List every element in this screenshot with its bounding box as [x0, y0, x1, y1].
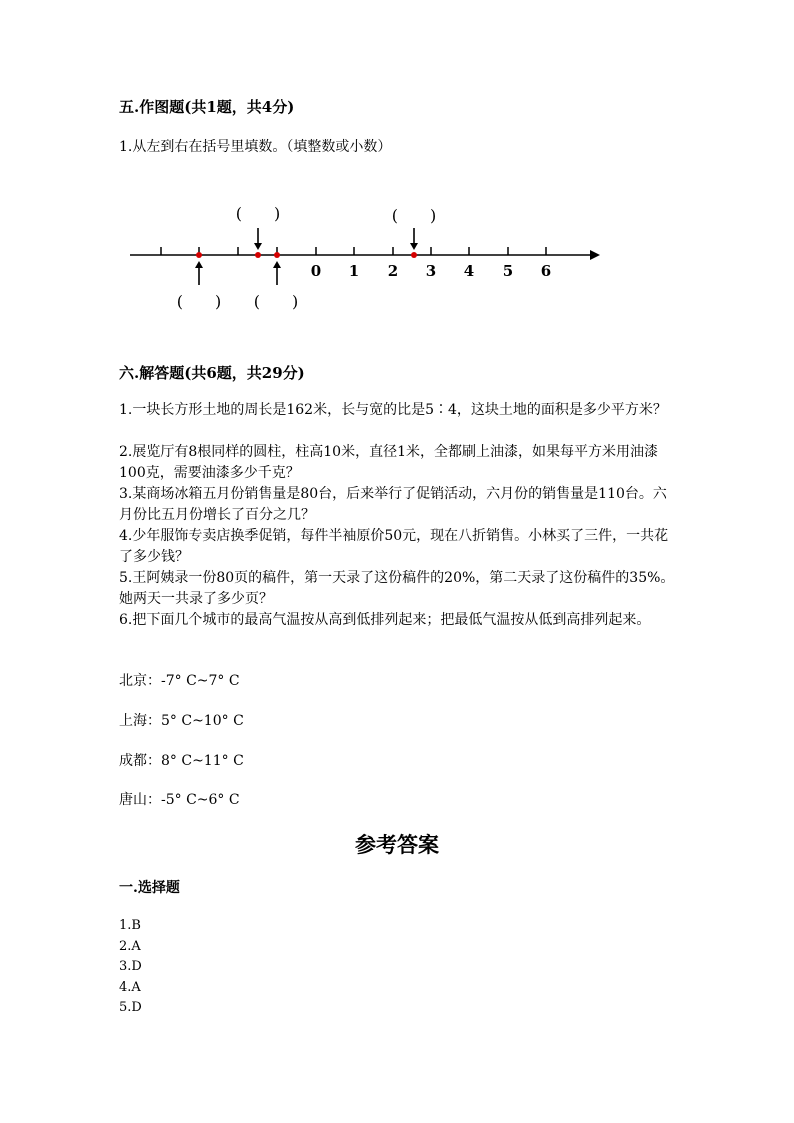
arrow-up-icon: [273, 261, 281, 268]
arrow-up-icon: [195, 261, 203, 268]
city-temperature: 成都：8° C~11° C: [119, 753, 244, 769]
answer-bracket: ( ): [235, 204, 281, 223]
answer-item: 3.D: [119, 959, 142, 974]
answer-bracket: ( ): [176, 292, 222, 311]
tick-label: 0: [310, 262, 322, 280]
tick-label: 5: [502, 262, 514, 280]
question-item: 3.某商场冰箱五月份销售量是80台，后来举行了促销活动，六月份的销售量是110台。六月份比五月份增长了百分之几？: [119, 486, 667, 523]
answer-item: 5.D: [119, 1000, 142, 1015]
number-line-figure: [0, 190, 794, 320]
number-line-ticks: [161, 247, 546, 255]
city-temperature: 北京：-7° C~7° C: [119, 673, 240, 689]
tick-label: 3: [425, 262, 437, 280]
question-item: 2.展览厅有8根同样的圆柱，柱高10米，直径1米，全都刷上油漆，如果每平方米用油漆100克，需要油漆多少千克？: [119, 444, 658, 481]
point-marker: [196, 252, 202, 258]
tick-label: 2: [387, 262, 399, 280]
answer-item: 4.A: [119, 980, 141, 995]
number-line-arrowhead: [590, 250, 600, 260]
question-item: 4.少年服饰专卖店换季促销，每件半袖原价50元，现在八折销售。小林买了三件，一共花了多少钱？: [119, 528, 669, 565]
answers-section1-heading: 一.选择题: [119, 880, 180, 896]
arrow-down-icon: [254, 243, 262, 250]
point-marker: [411, 252, 417, 258]
tick-label: 6: [540, 262, 552, 280]
question-item: 6.把下面几个城市的最高气温按从高到低排列起来；把最低气温按从低到高排列起来。: [119, 612, 651, 628]
question-item: 5.王阿姨录一份80页的稿件，第一天录了这份稿件的20%，第二天录了这份稿件的35%。她两天一共录了多少页？: [119, 570, 675, 607]
point-marker: [255, 252, 261, 258]
section5-question: 1.从左到右在括号里填数。（填整数或小数）: [119, 139, 392, 155]
point-marker: [274, 252, 280, 258]
answer-item: 1.B: [119, 918, 141, 933]
section6-heading: 六.解答题(共6题，共29分): [119, 364, 305, 382]
question-item: 1.一块长方形土地的周长是162米，长与宽的比是5∶4，这块土地的面积是多少平方米？: [119, 402, 667, 418]
section5-heading: 五.作图题(共1题，共4分): [119, 98, 295, 116]
answer-item: 2.A: [119, 939, 141, 954]
answer-bracket: ( ): [253, 292, 299, 311]
tick-label: 1: [348, 262, 360, 280]
tick-label: 4: [463, 262, 475, 280]
answer-bracket: ( ): [391, 206, 437, 225]
answers-title: 参考答案: [355, 832, 439, 857]
city-temperature: 唐山：-5° C~6° C: [119, 792, 240, 808]
city-temperature: 上海：5° C~10° C: [119, 713, 244, 729]
arrow-down-icon: [410, 243, 418, 250]
